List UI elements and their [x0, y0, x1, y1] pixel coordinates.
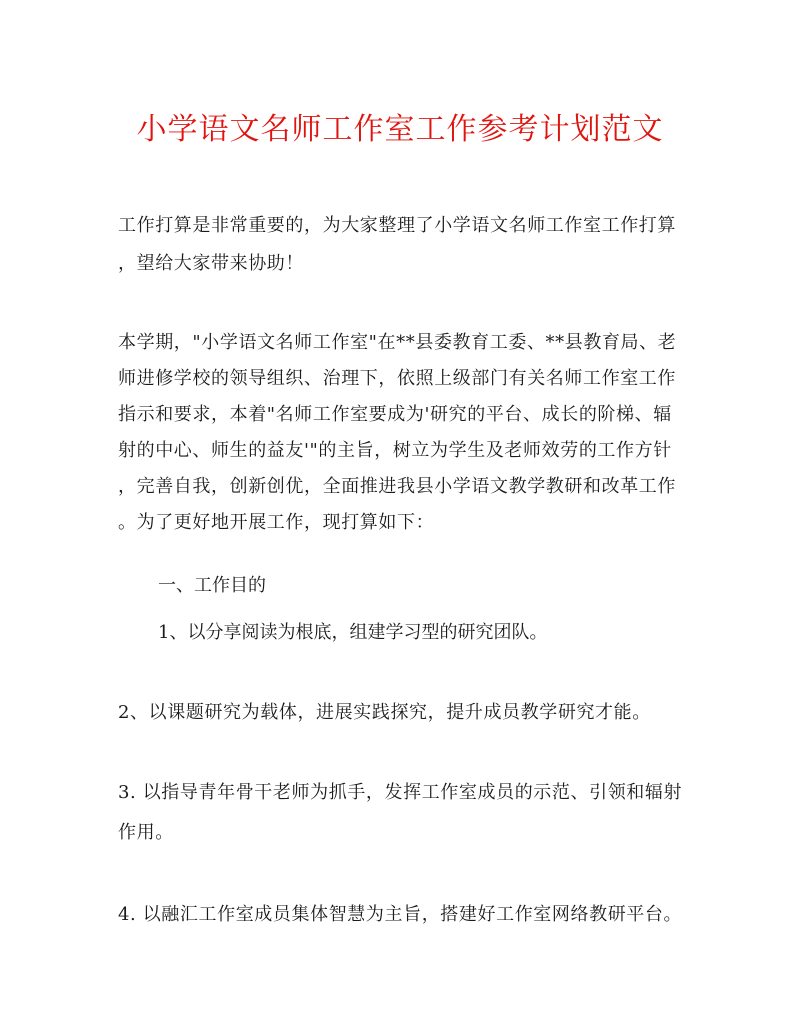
intro-paragraph: [118, 207, 684, 283]
intro-line: 工作打算是非常重要的，为大家整理了小学语文名师工作室工作打算: [118, 215, 676, 236]
paragraph-line: 指示和要求，本着"名师工作室要成为'研究的平台、成长的阶梯、辐: [118, 404, 672, 425]
section-heading: 一、工作目的: [158, 575, 266, 596]
goal-item-3-line-2: 作用。: [118, 822, 174, 843]
goal-item-4: 4. 以融汇工作室成员集体智慧为主旨，搭建好工作室网络教研平台。: [118, 904, 683, 925]
paragraph-line: 。为了更好地开展工作，现打算如下：: [118, 512, 435, 533]
paragraph-line: 师进修学校的领导组织、治理下，依照上级部门有关名师工作室工作: [118, 368, 676, 389]
goal-item-2: 2、以课题研究为载体，进展实践探究，提升成员教学研究才能。: [118, 702, 651, 723]
paragraph-line: ，完善自我，创新创优，全面推进我县小学语文教学教研和改革工作: [118, 476, 676, 497]
document-title: 小学语文名师工作室工作参考计划范文: [136, 112, 664, 147]
intro-line: ，望给大家带来协助！: [118, 253, 304, 274]
goal-item-3-line-1: 3. 以指导青年骨干老师为抓手，发挥工作室成员的示范、引领和辐射: [118, 782, 683, 803]
paragraph-line: 本学期，"小学语文名师工作室"在**县委教育工委、**县教育局、老: [118, 332, 677, 353]
paragraph-line: 射的中心、师生的益友'"的主旨，树立为学生及老师效劳的工作方针: [118, 440, 672, 461]
main-paragraph: [118, 325, 684, 541]
goal-item-1: 1、以分享阅读为根底，组建学习型的研究团队。: [158, 622, 548, 643]
